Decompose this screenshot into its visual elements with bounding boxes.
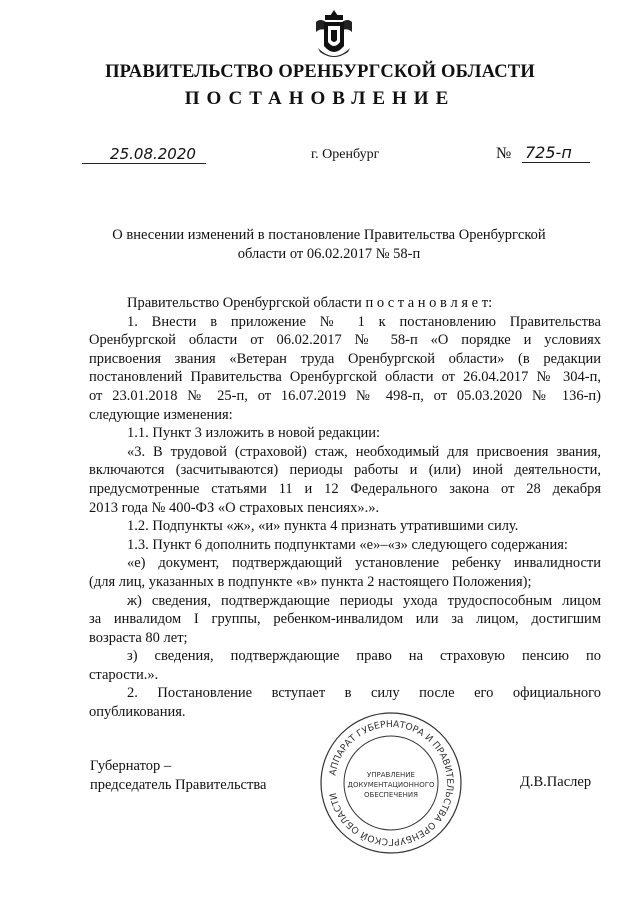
document-type: ПОСТАНОВЛЕНИЕ xyxy=(184,88,456,109)
signatory-title xyxy=(90,757,266,794)
body-line: 1.3. Пункт 6 дополнить подпунктами «е»–«з» следующего содержания: xyxy=(127,536,568,553)
seal-ring-text: АППАРАТ ГУБЕРНАТОРА И ПРАВИТЕЛЬСТВА ОРЕНБУРГСКОЙ ОБЛАСТИ xyxy=(327,718,456,848)
subject-line: О внесении изменений в постановление Правительства Оренбургской xyxy=(112,227,546,243)
signatory-name: Д.В.Паслер xyxy=(520,774,592,790)
body-line: 1.2. Подпункты «ж», «и» пункта 4 признать утратившими силу. xyxy=(127,518,519,535)
body-line: «е) документ, подтверждающий установление ребенку инвалидности xyxy=(127,555,601,572)
coat-of-arms-icon xyxy=(312,8,356,62)
body-line: з) сведения, подтверждающие право на страховую пенсию по xyxy=(127,648,601,665)
signatory-title-line: председатель Правительства xyxy=(90,776,267,793)
subject-line: области от 06.02.2017 № 58-п xyxy=(237,246,421,262)
document-date: 25.08.2020 xyxy=(110,145,196,163)
document-number: 725-п xyxy=(525,143,572,162)
document-body xyxy=(89,294,601,722)
seal-center-line: УПРАВЛЕНИЕ xyxy=(367,771,415,779)
body-line: предусмотренные статьями 11 и 12 Федерального закона от 28 декабря xyxy=(89,480,601,497)
seal-center-line: ОБЕСПЕЧЕНИЯ xyxy=(364,791,418,799)
government-title: ПРАВИТЕЛЬСТВО ОРЕНБУРГСКОЙ ОБЛАСТИ xyxy=(105,62,535,82)
document-city: г. Оренбург xyxy=(311,147,380,162)
body-line: 1. Внести в приложение № 1 к постановлению Правительства xyxy=(127,313,601,330)
body-line: за инвалидом I группы, ребенком-инвалидом или за лицом, достигшим xyxy=(89,611,601,628)
body-line: 2. Постановление вступает в силу после его официального xyxy=(127,685,601,702)
number-label: № xyxy=(496,145,512,162)
body-line: опубликования. xyxy=(89,704,186,721)
body-line: возраста 80 лет; xyxy=(89,629,188,646)
official-seal xyxy=(316,708,466,858)
signatory-title-line: Губернатор – xyxy=(90,758,172,774)
body-line: включаются (засчитываются) периоды работы и (или) иной деятельности, xyxy=(89,462,601,479)
body-line: 1.1. Пункт 3 изложить в новой редакции: xyxy=(127,425,381,442)
body-line: от 23.01.2018 № 25-п, от 16.07.2019 № 498-п, от 05.03.2020 № 136-п) xyxy=(89,387,601,404)
document-subject xyxy=(100,226,558,264)
number-underline xyxy=(522,162,590,163)
body-line: Правительство Оренбургской области п о с т а н о в л я е т: xyxy=(127,295,493,311)
body-line: постановлений Правительства Оренбургской области от 26.04.2017 № 304-п, xyxy=(89,369,601,386)
body-line: «3. В трудовой (страховой) стаж, необходимый для присвоения звания, xyxy=(127,443,601,460)
body-line: Оренбургской области от 06.02.2017 № 58-п «О порядке и условиях xyxy=(89,332,601,349)
date-underline xyxy=(82,163,206,164)
body-line: 2013 года № 400-ФЗ «О страховых пенсиях».». xyxy=(89,499,380,516)
body-line: присвоения звания «Ветеран труда Оренбургской области» (в редакции xyxy=(89,350,601,367)
seal-center-line: ДОКУМЕНТАЦИОННОГО xyxy=(347,781,435,789)
body-line: следующие изменения: xyxy=(89,406,233,423)
body-line: ж) сведения, подтверждающие периоды ухода трудоспособным лицом xyxy=(127,592,601,609)
body-line: (для лиц, указанных в подпункте «в» пункта 2 настоящего Положения); xyxy=(89,573,532,590)
body-line: старости.». xyxy=(89,666,159,683)
